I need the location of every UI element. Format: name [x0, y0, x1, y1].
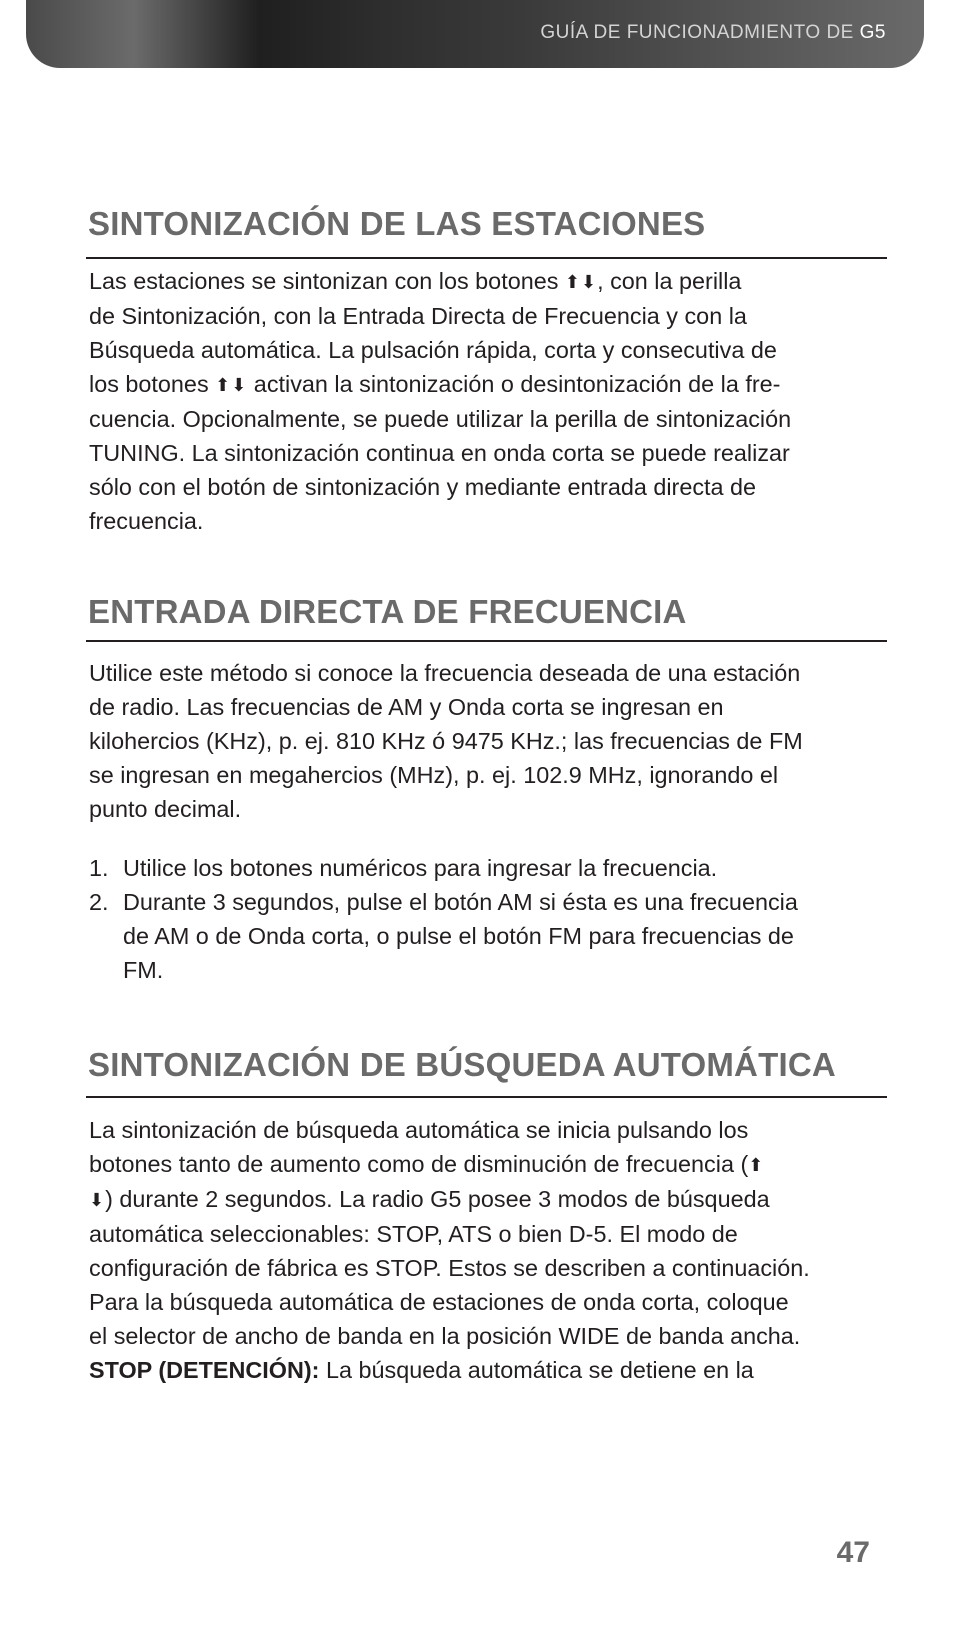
- list-number: 2.: [89, 889, 109, 915]
- section-heading-direct-entry: ENTRADA DIRECTA DE FRECUENCIA: [88, 593, 687, 630]
- text-line: Búsqueda automática. La pulsación rápida, corta y consecutiva de: [89, 337, 777, 363]
- paragraph-auto-search: [89, 1113, 889, 1387]
- text-line: configuración de fábrica es STOP. Estos se describen a continuación.: [89, 1255, 810, 1281]
- up-down-arrows-icon: ⬆⬇: [215, 375, 248, 395]
- text-line: de AM o de Onda corta, o pulse el botón FM para frecuencias de: [123, 923, 794, 949]
- section-divider: [86, 257, 887, 259]
- text-line: los botones ⬆⬇ activan la sintonización o desintonización de la fre-: [89, 371, 781, 397]
- up-arrow-icon: ⬆: [748, 1155, 765, 1175]
- text-line: STOP (DETENCIÓN): La búsqueda automática se detiene en la: [89, 1357, 754, 1383]
- section-heading-auto-search: SINTONIZACIÓN DE BÚSQUEDA AUTOMÁTICA: [88, 1046, 836, 1083]
- text-line: punto decimal.: [89, 796, 242, 822]
- page-number: 47: [836, 1536, 870, 1569]
- text-line: frecuencia.: [89, 508, 204, 534]
- stop-term: STOP (DETENCIÓN):: [89, 1357, 320, 1383]
- down-arrow-icon: ⬇: [89, 1190, 106, 1210]
- text-line: Para la búsqueda automática de estaciones de onda corta, coloque: [89, 1289, 789, 1315]
- running-header-text: GUÍA DE FUNCIONADMIENTO DE: [540, 22, 860, 43]
- text-line: de radio. Las frecuencias de AM y Onda corta se ingresan en: [89, 694, 724, 720]
- text-line: Utilice este método si conoce la frecuencia deseada de una estación: [89, 660, 801, 686]
- section-divider: [86, 640, 887, 642]
- text-line: cuencia. Opcionalmente, se puede utilizar la perilla de sintonización: [89, 406, 792, 432]
- text-line: Las estaciones se sintonizan con los botones ⬆⬇, con la perilla: [89, 268, 742, 294]
- text-line: TUNING. La sintonización continua en onda corta se puede realizar: [89, 440, 790, 466]
- steps-list: [89, 851, 889, 987]
- section-heading-tuning: SINTONIZACIÓN DE LAS ESTACIONES: [88, 205, 706, 242]
- text-line: ⬇) durante 2 segundos. La radio G5 posee 3 modos de búsqueda: [89, 1186, 770, 1212]
- text-line: Utilice los botones numéricos para ingresar la frecuencia.: [123, 855, 718, 881]
- paragraph-tuning: [89, 264, 889, 538]
- list-item: [89, 851, 889, 885]
- text-line: se ingresan en megahercios (MHz), p. ej. 102.9 MHz, ignorando el: [89, 762, 779, 788]
- text-line: Durante 3 segundos, pulse el botón AM si ésta es una frecuencia: [123, 889, 798, 915]
- paragraph-direct-entry: [89, 656, 889, 826]
- up-down-arrows-icon: ⬆⬇: [564, 272, 598, 292]
- running-header: [540, 22, 886, 44]
- text-line: el selector de ancho de banda en la posición WIDE de banda ancha.: [89, 1323, 801, 1349]
- text-line: kilohercios (KHz), p. ej. 810 KHz ó 9475 KHz.; las frecuencias de FM: [89, 728, 803, 754]
- text-line: sólo con el botón de sintonización y mediante entrada directa de: [89, 474, 757, 500]
- text-line: automática seleccionables: STOP, ATS o bien D-5. El modo de: [89, 1221, 738, 1247]
- running-header-model: G5: [859, 22, 886, 43]
- text-line: de Sintonización, con la Entrada Directa de Frecuencia y con la: [89, 303, 747, 329]
- text-line: La sintonización de búsqueda automática se inicia pulsando los: [89, 1117, 749, 1143]
- text-line: botones tanto de aumento como de disminución de frecuencia (⬆: [89, 1151, 765, 1177]
- header-bar: [26, 0, 924, 68]
- section-divider: [86, 1096, 887, 1098]
- list-number: 1.: [89, 855, 109, 881]
- list-item: [89, 885, 889, 987]
- text-line: FM.: [123, 957, 164, 983]
